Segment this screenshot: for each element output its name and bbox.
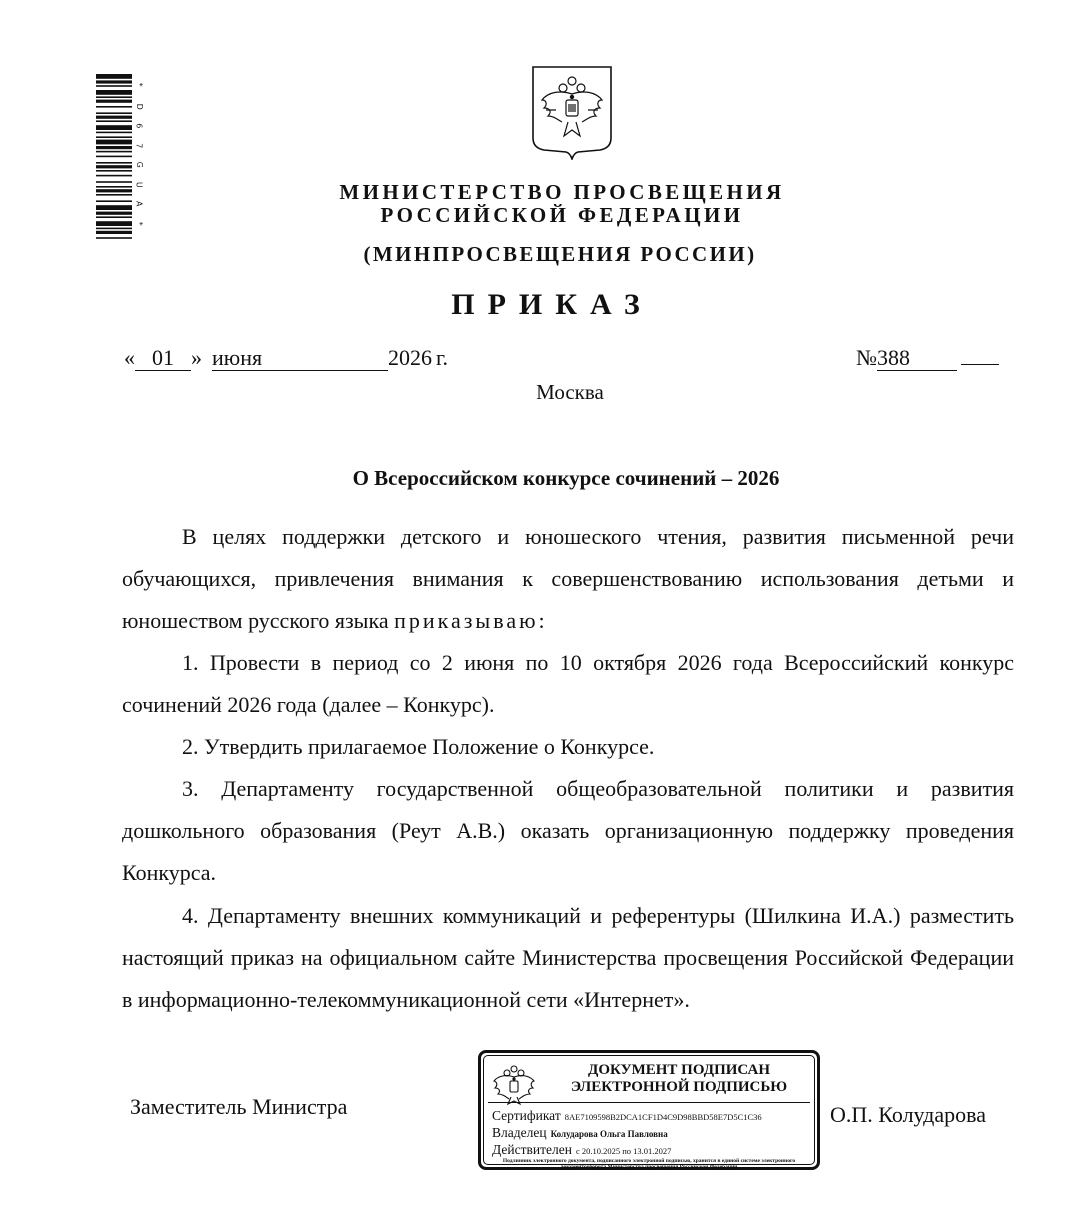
signer-role: Заместитель Министра (130, 1094, 348, 1119)
barcode-bar (96, 90, 132, 95)
date-month: июня (212, 346, 388, 371)
barcode-bar (96, 96, 132, 98)
stamp-validity-row (492, 1142, 671, 1158)
date-quote-close: » (191, 345, 202, 370)
barcode-bar (96, 228, 132, 230)
barcode-character: 7 (134, 142, 144, 148)
barcode-character: U (134, 181, 144, 188)
electronic-signature-stamp (478, 1050, 820, 1170)
barcode-bar (96, 106, 132, 108)
ministry-short-name: (МИНПРОСВЕЩЕНИЯ РОССИИ) (363, 242, 757, 266)
stamp-certificate-row (492, 1108, 762, 1124)
validity-value: с 20.10.2025 по 13.01.2027 (575, 1146, 672, 1156)
document-type-heading: ПРИКАЗ (451, 288, 653, 321)
barcode-bar (96, 136, 132, 138)
barcode-bar (96, 120, 132, 122)
validity-label: Действителен (492, 1142, 572, 1157)
order-item-3: 3. Департаменту государственной общеобразовательной политики и развития дошкольного образования (Реут А.В.) оказать организационную поддержку проведения Конкурса. (122, 776, 1014, 885)
barcode-bar (96, 85, 132, 87)
order-item-1: 1. Провести в период со 2 июня по 10 октября 2026 года Всероссийский конкурс сочинений 2026 года (далее – Конкурс). (122, 650, 1014, 717)
barcode-bar (96, 140, 132, 145)
ministry-name-line1: МИНИСТЕРСТВО ПРОСВЕЩЕНИЯ (339, 180, 785, 204)
certificate-label: Сертификат (492, 1108, 561, 1123)
stamp-heading-line1: ДОКУМЕНТ ПОДПИСАН (588, 1062, 770, 1078)
stamp-emblem-icon (490, 1061, 538, 1105)
barcode-character: 6 (134, 123, 144, 129)
number-blank (961, 364, 999, 365)
barcode-bar (96, 237, 132, 239)
date-year: 2026 (388, 345, 432, 370)
stamp-footer-note: Подлинник электронного документа, подписанного электронной подписью, хранится в единой системе электронного документооборота Министерства просвещения Российской Федерации (502, 1158, 796, 1170)
ministry-name-line2: РОССИЙСКОЙ ФЕДЕРАЦИИ (380, 203, 744, 227)
date-day: 01 (135, 346, 191, 371)
order-item-4: 4. Департаменту внешних коммуникаций и референтуры (Шилкина И.А.) разместить настоящий приказ на официальном сайте Министерства просвещения Российской Федерации в информационно-телекоммуникационной сети «Интернет». (122, 903, 1014, 1012)
issue-city: Москва (536, 380, 604, 404)
stamp-divider (488, 1102, 810, 1103)
date-quote-open: « (124, 345, 135, 370)
certificate-value: 8AE7109598B2DCA1CF1D4C9D98BBD58E7D5C1C36 (564, 1112, 762, 1122)
barcode-character: * (134, 221, 144, 226)
barcode-bar (96, 125, 132, 130)
owner-label: Владелец (492, 1125, 547, 1140)
stamp-heading-line2: ЭЛЕКТРОННОЙ ПОДПИСЬЮ (570, 1079, 788, 1095)
preamble-colon: : (538, 608, 545, 633)
date-year-suffix: г. (436, 345, 449, 370)
barcode-bar (96, 74, 132, 79)
order-date (124, 345, 448, 371)
barcode-bar (96, 100, 132, 103)
barcode-bar (96, 175, 132, 177)
order-item-2: 2. Утвердить прилагаемое Положение о Конкурсе. (182, 734, 655, 759)
barcode-bar (96, 146, 132, 149)
barcode-bar (96, 132, 132, 134)
barcode-bar (96, 80, 132, 83)
order-number (856, 345, 999, 371)
preamble-paragraph (122, 516, 1014, 642)
stamp-owner-row (492, 1125, 668, 1141)
barcode-character: * (134, 82, 144, 87)
preamble-order-word: приказываю (394, 608, 539, 633)
barcode-bar (96, 165, 132, 168)
barcode-bar (96, 162, 132, 164)
number-value: 388 (877, 346, 957, 371)
number-label: № (856, 345, 877, 370)
owner-value: Колударова Ольга Павловна (550, 1129, 668, 1139)
barcode-bar (96, 116, 132, 119)
barcode-bar (96, 151, 132, 153)
barcode-bar (96, 112, 132, 114)
barcode-bar (96, 156, 132, 158)
signer-name: О.П. Колударова (830, 1102, 986, 1127)
barcode-bar (96, 170, 132, 172)
barcode-character: D (134, 103, 144, 110)
barcode-bar (96, 231, 132, 234)
barcode-character: G (134, 161, 144, 168)
preamble-text: В целях поддержки детского и юношеского чтения, развития письменной речи обучающихся, привлечения внимания к совершенствованию использования детьми и юношеством русского языка (122, 524, 1014, 633)
state-emblem-icon (530, 64, 614, 160)
order-title: О Всероссийском конкурсе сочинений – 2026 (352, 466, 780, 490)
barcode-character: A (134, 201, 144, 207)
